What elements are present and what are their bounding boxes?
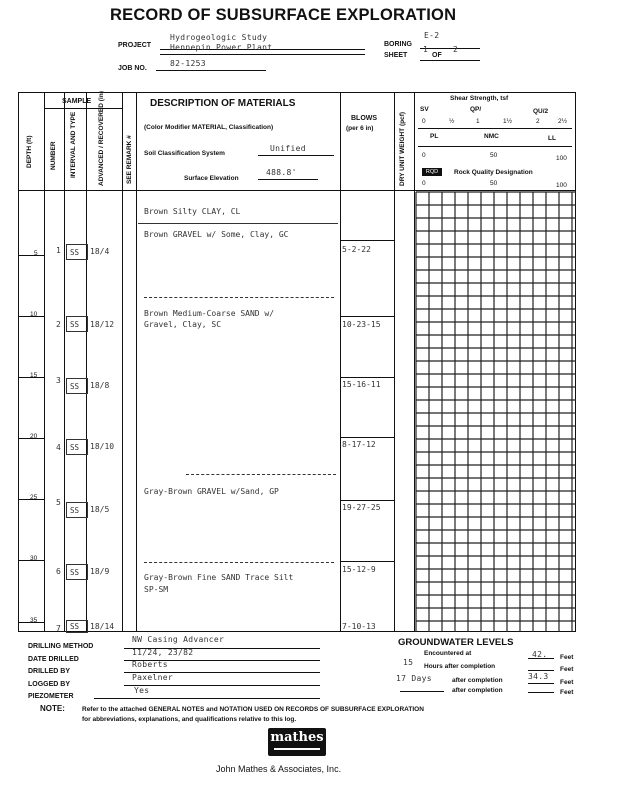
note-text-1: Refer to the attached GENERAL NOTES and NOTATION USED ON RECORDS OF SUBSURFACE EXPLORATION — [82, 706, 424, 713]
boring-label: BORING — [384, 41, 412, 48]
qu-label: QU/2 — [533, 108, 549, 115]
number-header: NUMBER — [50, 141, 57, 170]
note-text-2: for abbreviations, explanations, and qualifications relative to this log. — [82, 716, 297, 723]
logo-text: mathes — [270, 730, 324, 745]
gw-encountered-label: Encountered at — [424, 650, 472, 657]
gw-feet-3: Feet — [560, 679, 574, 686]
rqd-50: 50 — [490, 180, 498, 187]
col-line-depth — [44, 92, 45, 632]
sample-header: SAMPLE — [62, 98, 92, 105]
sheet-value: 1 — [423, 45, 429, 54]
gw-hours-value: 15 — [403, 658, 414, 667]
col-line-interval — [86, 92, 87, 632]
sample-recovery: 18/10 — [90, 442, 115, 451]
company-logo — [268, 728, 326, 756]
scale-half: ½ — [449, 118, 455, 125]
sample-type: SS — [70, 320, 80, 329]
rqd-box: RQD — [422, 168, 442, 176]
advanced-recovered-header: ADVANCED / RECOVERED (in) — [98, 91, 105, 186]
gw-feet-1: Feet — [560, 654, 574, 661]
blow-divider — [340, 377, 394, 378]
logo-stripe — [274, 748, 320, 750]
drilling-method-label: DRILLING METHOD — [28, 643, 94, 650]
moisture-scale-line — [418, 146, 572, 147]
blow-count: 8-17-12 — [342, 440, 376, 449]
pct-50: 50 — [490, 152, 498, 159]
sample-recovery: 18/9 — [90, 567, 110, 576]
sample-type: SS — [70, 443, 80, 452]
piezometer-line — [94, 688, 320, 699]
surface-elevation-value: 488.8' — [266, 168, 297, 177]
project-value-2: Hennepin Power Plant — [170, 43, 273, 52]
sample-number: 3 — [56, 376, 61, 385]
gw-after-value-line — [528, 686, 554, 693]
gw-hours-label: Hours after completion — [424, 663, 496, 670]
shear-scale-line — [418, 128, 572, 129]
drilled-by-label: DRILLED BY — [28, 668, 70, 675]
gw-hours-line — [528, 662, 554, 671]
blows-header: BLOWS — [351, 115, 378, 122]
gw-feet-2: Feet — [560, 666, 574, 673]
nmc-label: NMC — [484, 133, 499, 140]
depth-label-30: 30 — [30, 555, 38, 562]
blow-divider — [340, 316, 394, 317]
scale-2: 2 — [536, 118, 540, 125]
col-line-number — [64, 92, 65, 632]
blow-count: 7-10-13 — [342, 622, 376, 631]
blow-count: 10-23-15 — [342, 320, 381, 329]
plot-grid — [414, 190, 576, 632]
ll-label: LL — [548, 135, 556, 142]
depth-label-35: 35 — [30, 617, 38, 624]
col-line-remark — [136, 92, 137, 632]
layer-boundary — [144, 297, 334, 298]
layer-boundary — [186, 474, 336, 475]
sample-recovery: 18/12 — [90, 320, 115, 329]
sample-number: 2 — [56, 320, 61, 329]
depth-label-15: 15 — [30, 372, 38, 379]
sample-type: SS — [70, 248, 80, 257]
depth-label-25: 25 — [30, 494, 38, 501]
depth-label-10: 10 — [30, 311, 38, 318]
soil-system-value: Unified — [270, 144, 306, 153]
sample-type: SS — [70, 622, 80, 631]
form-title: RECORD OF SUBSURFACE EXPLORATION — [110, 6, 457, 24]
gw-days-value: 17 Days — [396, 674, 432, 683]
boring-value: E-2 — [424, 31, 440, 40]
depth-label-5: 5 — [34, 250, 38, 257]
rock-quality-label: Rock Quality Designation — [454, 169, 533, 176]
sample-recovery: 18/4 — [90, 247, 110, 256]
sample-header-line — [44, 108, 122, 109]
sample-type: SS — [70, 568, 80, 577]
project-label: PROJECT — [118, 42, 152, 49]
description-subtitle: (Color Modifier MATERIAL, Classification) — [144, 124, 274, 131]
blow-divider — [340, 437, 394, 438]
sample-number: 4 — [56, 443, 61, 452]
project-value-1: Hydrogeologic Study — [170, 33, 268, 42]
layer-boundary — [144, 562, 334, 563]
sv-label: SV — [420, 106, 429, 113]
gw-after-line — [400, 688, 444, 692]
groundwater-title: GROUNDWATER LEVELS — [398, 637, 514, 648]
of-label: OF — [432, 52, 442, 59]
gw-after-label: after completion — [452, 687, 503, 694]
pl-label: PL — [430, 133, 439, 140]
sheet-label: SHEET — [384, 52, 408, 59]
gw-days-label: after completion — [452, 677, 503, 684]
piezometer-value: Yes — [134, 686, 150, 695]
col-line-advanced — [122, 92, 123, 632]
sheet-total: 2 — [453, 45, 459, 54]
sample-number: 5 — [56, 498, 61, 507]
layer-description: Brown Medium-Coarse SAND w/ — [144, 309, 275, 318]
scale-1: 1 — [476, 118, 480, 125]
gw-encountered-value: 42. — [532, 650, 548, 659]
drilling-method-value: NW Casing Advancer — [132, 635, 225, 644]
sample-type: SS — [70, 506, 80, 515]
blow-divider — [340, 561, 394, 562]
blow-divider — [340, 240, 394, 241]
gw-days-depth: 34.3 — [528, 672, 549, 681]
blow-divider — [340, 500, 394, 501]
sheet-line — [420, 52, 480, 61]
layer-description: Gravel, Clay, SC — [144, 320, 222, 329]
sample-recovery: 18/5 — [90, 505, 110, 514]
description-title: DESCRIPTION OF MATERIALS — [150, 98, 296, 109]
date-drilled-value: 11/24, 23/82 — [132, 648, 194, 657]
sample-number: 6 — [56, 567, 61, 576]
pct-100: 100 — [556, 155, 567, 162]
layer-boundary — [138, 223, 338, 224]
col-line-blows — [394, 92, 395, 632]
layer-description: Gray-Brown Fine SAND Trace Silt — [144, 573, 294, 582]
gw-feet-4: Feet — [560, 689, 574, 696]
date-drilled-label: DATE DRILLED — [28, 656, 79, 663]
layer-description: SP-SM — [144, 585, 169, 594]
scale-1-half: 1½ — [503, 118, 513, 125]
depth-header: DEPTH (ft) — [26, 135, 33, 168]
blow-count: 15-12-9 — [342, 565, 376, 574]
project-line-2 — [160, 49, 365, 55]
sample-recovery: 18/8 — [90, 381, 110, 390]
shear-strength-label: Shear Strength, tsf — [450, 95, 509, 102]
scale-2-half: 2½ — [558, 118, 568, 125]
sample-number: 1 — [56, 246, 61, 255]
see-remark-header: SEE REMARK # — [126, 135, 133, 184]
scale-0: 0 — [422, 118, 426, 125]
soil-system-label: Soil Classification System — [144, 150, 225, 157]
piezometer-label: PIEZOMETER — [28, 693, 74, 700]
layer-description: Brown GRAVEL w/ Some, Clay, GC — [144, 230, 289, 239]
sample-type: SS — [70, 382, 80, 391]
job-no-label: JOB NO. — [118, 65, 147, 72]
job-no-value: 82-1253 — [170, 59, 206, 68]
dry-unit-weight-header: DRY UNIT WEIGHT (pcf) — [399, 111, 406, 186]
pct-0: 0 — [422, 152, 426, 159]
sample-recovery: 18/14 — [90, 622, 115, 631]
qp-label: QP/ — [470, 106, 482, 113]
logged-by-value: Paxelner — [132, 673, 173, 682]
col-line-desc — [340, 92, 341, 632]
blows-subheader: (per 6 in) — [346, 125, 374, 132]
layer-description: Gray-Brown GRAVEL w/Sand, GP — [144, 487, 279, 496]
depth-tick-5 — [18, 255, 44, 256]
sample-number: 7 — [56, 624, 61, 633]
interval-type-header: INTERVAL AND TYPE — [70, 111, 77, 178]
blow-count: 15-16-11 — [342, 380, 381, 389]
company-name: John Mathes & Associates, Inc. — [216, 764, 342, 774]
blow-count: 19-27-25 — [342, 503, 381, 512]
depth-label-20: 20 — [30, 433, 38, 440]
rqd-0: 0 — [422, 180, 426, 187]
blow-count: 5-2-22 — [342, 245, 371, 254]
logged-by-label: LOGGED BY — [28, 681, 71, 688]
layer-description: Brown Silty CLAY, CL — [144, 207, 241, 216]
drilled-by-value: Roberts — [132, 660, 168, 669]
note-label: NOTE: — [40, 704, 65, 713]
rqd-100: 100 — [556, 182, 567, 189]
surface-elevation-label: Surface Elevation — [184, 175, 239, 182]
